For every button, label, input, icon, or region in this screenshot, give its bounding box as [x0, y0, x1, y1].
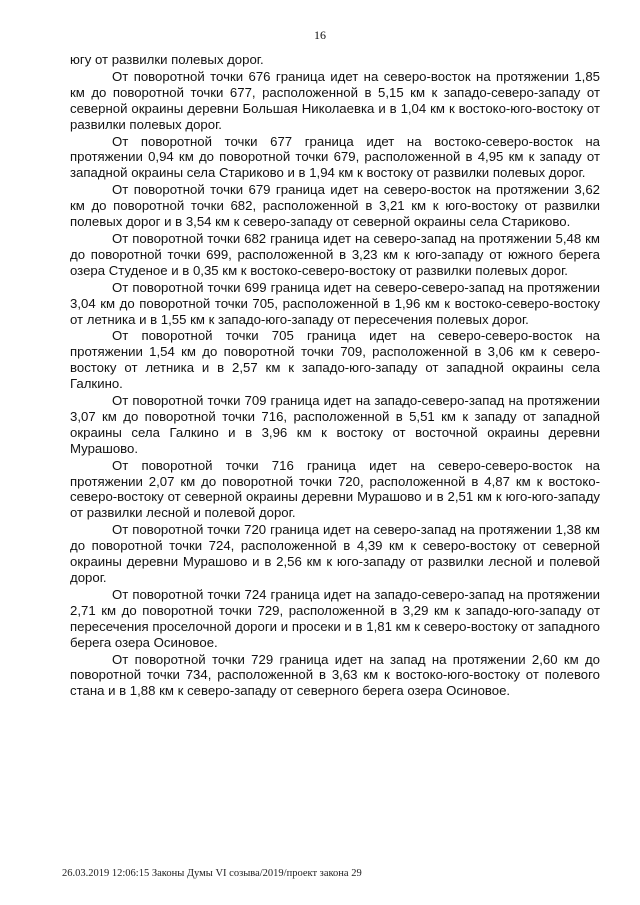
paragraph-point-720: От поворотной точки 720 граница идет на северо-запад на протяжении 1,38 км до поворотной точки 724, расположенной в 4,39 км к северо-востоку от северной окраины деревни Мурашово и в 2,56 км к юго-западу от развилки лесной и полевой дорог. [70, 522, 600, 585]
paragraph-point-729: От поворотной точки 729 граница идет на запад на протяжении 2,60 км до поворотной точки 734, расположенной в 3,63 км к востоко-юго-востоку от полевого стана и в 1,88 км к северо-западу от северного берега озера Осиновое. [70, 651, 600, 699]
paragraph-point-677: От поворотной точки 677 граница идет на востоко-северо-восток на протяжении 0,94 км до поворотной точки 679, расположенной в 4,95 км к западу от западной окраины села Стариково и в 1,94 км к востоку от развилки полевых дорог. [70, 133, 600, 181]
paragraph-point-716: От поворотной точки 716 граница идет на северо-северо-восток на протяжении 2,07 км до поворотной точки 720, расположенной в 4,87 км к востоко-северо-востоку от северной окраины деревни Мурашово и в 2,51 км к юго-юго-западу от развилки лесной и полевой дорог. [70, 457, 600, 521]
page-number: 16 [314, 28, 326, 42]
document-footer: 26.03.2019 12:06:15 Законы Думы VI созыва/2019/проект закона 29 [62, 868, 362, 879]
paragraph-point-724: От поворотной точки 724 граница идет на западо-северо-запад на протяжении 2,71 км до поворотной точки 729, расположенной в 3,29 км к западо-юго-западу от пересечения проселочной дороги и просеки и в 1,81 км к северо-востоку от западного берега озера Осиновое. [70, 586, 600, 650]
paragraph-point-699: От поворотной точки 699 граница идет на северо-северо-запад на протяжении 3,04 км до поворотной точки 705, расположенной в 1,96 км к востоко-северо-востоку от летника и в 1,55 км к западо-юго-западу от пересечения полевых дорог. [70, 279, 600, 327]
paragraph-point-676: От поворотной точки 676 граница идет на северо-восток на протяжении 1,85 км до поворотной точки 677, расположенной в 5,15 км к западо-северо-западу от северной окраины деревни Большая Николаевка и в 1,04 км к востоко-юго-востоку от развилки полевых дорог. [70, 68, 600, 132]
paragraph-point-709: От поворотной точки 709 граница идет на западо-северо-запад на протяжении 3,07 км до поворотной точки 716, расположенной в 5,51 км к западу от западной окраины села Галкино и в 3,96 км к востоку от восточной окраины деревни Мурашово. [70, 393, 600, 456]
document-body [70, 52, 600, 700]
paragraph-point-705: От поворотной точки 705 граница идет на северо-северо-восток на протяжении 1,54 км до поворотной точки 709, расположенной в 3,06 км к северо-востоку от летника и в 2,57 км к западо-юго-западу от западной окраины села Галкино. [70, 328, 600, 392]
paragraph-point-679: От поворотной точки 679 граница идет на северо-восток на протяжении 3,62 км до поворотной точки 682, расположенной в 3,21 км к юго-востоку от развилки полевых дорог и в 3,54 км к северо-западу от северной окраины села Стариково. [70, 182, 600, 230]
paragraph-continuation: югу от развилки полевых дорог. [70, 52, 264, 67]
paragraph-point-682: От поворотной точки 682 граница идет на северо-запад на протяжении 5,48 км до поворотной точки 699, расположенной в 3,23 км к юго-западу от южного берега озера Студеное и в 0,35 км к востоко-северо-востоку от развилки полевых дорог. [70, 230, 600, 278]
